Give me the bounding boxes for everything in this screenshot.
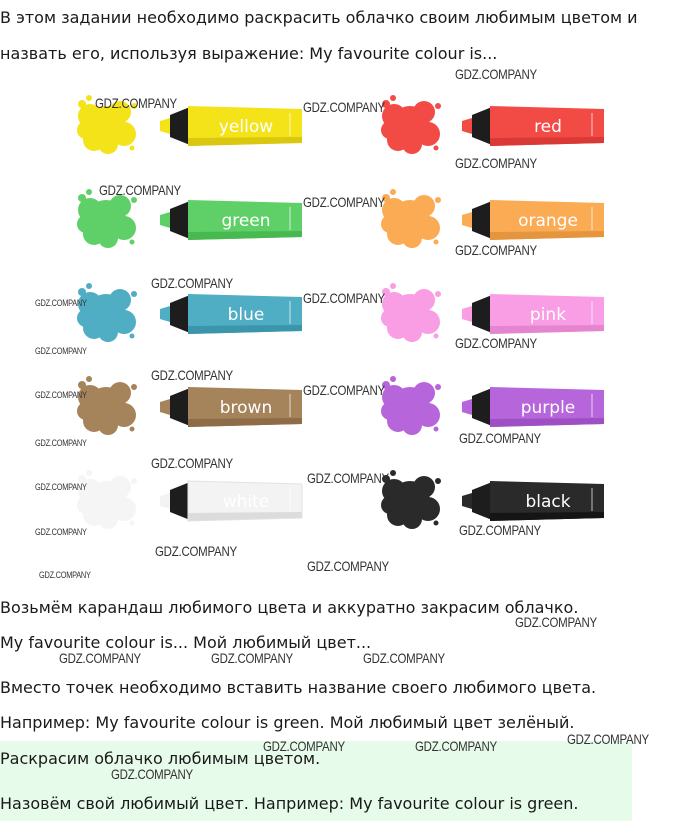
- watermark: GDZ.COMPANY: [35, 298, 87, 308]
- black-marker-label: black: [525, 492, 571, 512]
- pink-splat: [381, 283, 441, 342]
- watermark: GDZ.COMPANY: [303, 194, 385, 210]
- watermark: GDZ.COMPANY: [515, 614, 597, 630]
- purple-marker: [462, 387, 604, 427]
- red-marker-group: [381, 95, 604, 154]
- watermark: GDZ.COMPANY: [415, 738, 497, 754]
- black-splat: [381, 470, 441, 529]
- purple-splat: [381, 376, 441, 435]
- watermark: GDZ.COMPANY: [459, 522, 541, 538]
- white-marker: [160, 481, 302, 521]
- white-marker-group: [77, 470, 302, 529]
- watermark: GDZ.COMPANY: [211, 650, 293, 666]
- purple-marker-label: purple: [520, 398, 576, 418]
- brown-marker: [160, 387, 302, 427]
- watermark: GDZ.COMPANY: [263, 738, 345, 754]
- brown-marker-label: brown: [219, 398, 273, 418]
- intro-text: В этом задании необходимо раскрасить облачко своим любимым цветом и назвать его, используя выражение: My favourite colour is...: [0, 8, 638, 63]
- answer-line-1: Раскрасим облачко любимым цветом.: [0, 749, 321, 768]
- blue-marker-label: blue: [227, 305, 265, 325]
- watermark: GDZ.COMPANY: [95, 95, 177, 111]
- green-marker-label: green: [221, 211, 271, 231]
- black-marker: [462, 481, 604, 521]
- watermark: GDZ.COMPANY: [155, 543, 237, 559]
- watermark: GDZ.COMPANY: [35, 346, 87, 356]
- brown-marker-group: [77, 376, 302, 435]
- watermark: GDZ.COMPANY: [455, 335, 537, 351]
- blue-splat: [77, 283, 137, 342]
- watermark: GDZ.COMPANY: [35, 482, 87, 492]
- watermark: GDZ.COMPANY: [35, 390, 87, 400]
- watermark: GDZ.COMPANY: [35, 438, 87, 448]
- brown-splat: [77, 376, 137, 435]
- pink-marker-label: pink: [529, 305, 567, 325]
- watermark: GDZ.COMPANY: [303, 382, 385, 398]
- black-marker-group: [381, 470, 604, 529]
- watermark: GDZ.COMPANY: [111, 766, 193, 782]
- watermark: GDZ.COMPANY: [307, 470, 389, 486]
- pink-marker: [462, 294, 604, 334]
- answer-line-2: Назовём свой любимый цвет. Например: My favourite colour is green.: [0, 794, 579, 813]
- watermark: GDZ.COMPANY: [459, 430, 541, 446]
- watermark: GDZ.COMPANY: [99, 182, 181, 198]
- purple-marker-group: [381, 376, 604, 435]
- watermark: GDZ.COMPANY: [307, 558, 389, 574]
- orange-marker-label: orange: [518, 211, 578, 231]
- pink-marker-group: [381, 283, 604, 342]
- watermark: GDZ.COMPANY: [151, 367, 233, 383]
- watermark: GDZ.COMPANY: [455, 66, 537, 82]
- step-2-text: My favourite colour is... Мой любимый цвет...: [0, 633, 372, 652]
- watermark: GDZ.COMPANY: [303, 290, 385, 306]
- blue-marker: [160, 294, 302, 334]
- yellow-marker: [160, 106, 302, 146]
- white-marker-label: white: [222, 492, 270, 512]
- orange-marker: [462, 200, 604, 240]
- yellow-marker-label: yellow: [218, 117, 274, 137]
- watermark: GDZ.COMPANY: [59, 650, 141, 666]
- watermark: GDZ.COMPANY: [455, 242, 537, 258]
- orange-marker-group: [381, 189, 604, 248]
- red-splat: [381, 95, 441, 154]
- watermark: GDZ.COMPANY: [363, 650, 445, 666]
- watermark: GDZ.COMPANY: [151, 275, 233, 291]
- watermark: GDZ.COMPANY: [455, 155, 537, 171]
- watermark: GDZ.COMPANY: [303, 99, 385, 115]
- watermark: GDZ.COMPANY: [567, 731, 649, 747]
- watermark: GDZ.COMPANY: [35, 527, 87, 537]
- watermark: GDZ.COMPANY: [39, 570, 91, 580]
- step-1-text: Возьмём карандаш любимого цвета и аккуратно закрасим облачко.: [0, 598, 579, 617]
- red-marker-label: red: [534, 117, 562, 137]
- green-marker: [160, 200, 302, 240]
- blue-marker-group: [77, 283, 302, 342]
- white-splat: [77, 470, 137, 529]
- step-4-text: Например: My favourite colour is green. Мой любимый цвет зелёный.: [0, 713, 575, 732]
- red-marker: [462, 106, 604, 146]
- step-3-text: Вместо точек необходимо вставить название своего любимого цвета.: [0, 678, 597, 697]
- orange-splat: [381, 189, 441, 248]
- watermark: GDZ.COMPANY: [151, 455, 233, 471]
